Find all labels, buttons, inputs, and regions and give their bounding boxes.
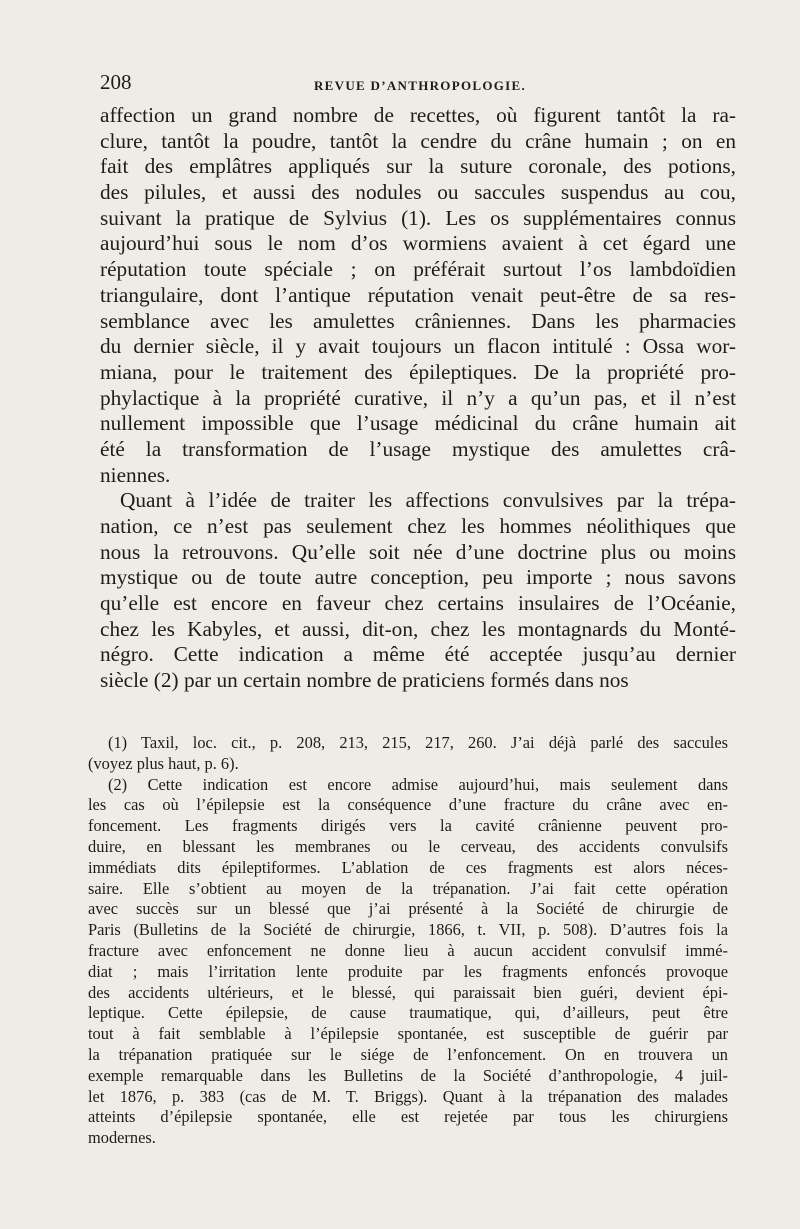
footnote-line: la trépanation pratiquée sur le siége de l’enfoncement. On en trouvera un: [88, 1044, 728, 1064]
footnote-line: foncement. Les fragments dirigés vers la cavité crânienne peuvent pro-: [88, 816, 728, 836]
body-line: phylactique à la propriété curative, il n’y a qu’un pas, et il n’est: [100, 385, 736, 410]
body-line: mystique ou de toute autre conception, peu importe ; nous savons: [100, 565, 736, 590]
footnote-line: Paris (Bulletins de la Société de chirurgie, 1866, t. VII, p. 508). D’autres fois la: [88, 920, 728, 940]
body-line: clure, tantôt la poudre, tantôt la cendre du crâne humain ; on en: [100, 128, 736, 153]
body-line: fait des emplâtres appliqués sur la suture coronale, des potions,: [100, 154, 736, 179]
body-text: [100, 103, 736, 694]
page-number: 208: [100, 70, 132, 94]
footnote-line: atteints d’épilepsie spontanée, elle est rejetée par tous les chirurgiens: [88, 1107, 728, 1127]
footnote-line: duire, en blessant les membranes ou le cerveau, des accidents convulsifs: [88, 836, 728, 856]
body-line: réputation toute spéciale ; on préférait surtout l’os lambdoïdien: [100, 257, 736, 282]
running-title: REVUE D’ANTHROPOLOGIE.: [313, 78, 527, 93]
footnote-line: leptique. Cette épilepsie, de cause traumatique, qui, d’ailleurs, peut être: [88, 1003, 728, 1023]
body-line: niennes.: [100, 462, 171, 487]
footnote-line: exemple remarquable dans les Bulletins de la Société d’anthropologie, 4 juil-: [88, 1065, 728, 1085]
body-line: miana, pour le traitement des épileptiques. De la propriété pro-: [100, 359, 736, 384]
footnote-line: (voyez plus haut, p. 6).: [88, 753, 239, 773]
footnote-line: modernes.: [88, 1128, 156, 1148]
footnote-line: des accidents ultérieurs, et le blessé, qui paraissait bien guéri, devient épi-: [88, 982, 728, 1002]
footnote-line: avec succès sur un blessé que j’ai présenté à la Société de chirurgie de: [88, 899, 728, 919]
body-line: chez les Kabyles, et aussi, dit-on, chez les montagnards du Monté-: [100, 616, 736, 641]
body-line: semblance avec les amulettes crâniennes. Dans les pharmacies: [100, 308, 736, 333]
running-header: [100, 70, 740, 98]
footnote-line: tout à fait semblable à l’épilepsie spontanée, est susceptible de guérir par: [88, 1024, 728, 1044]
footnote-line: immédiats dits épileptiformes. L’ablation de ces fragments est alors néces-: [88, 857, 728, 877]
body-line: des pilules, et aussi des nodules ou saccules suspendus au cou,: [100, 180, 736, 205]
body-line: qu’elle est encore en faveur chez certains insulaires de l’Océanie,: [100, 591, 736, 616]
body-line: nation, ce n’est pas seulement chez les hommes néolithiques que: [100, 514, 736, 538]
footnote-line: (2) Cette indication est encore admise aujourd’hui, mais seulement dans: [108, 774, 728, 794]
footnote-line: diat ; mais l’irritation lente produite par les fragments enfoncés provoque: [88, 961, 728, 981]
footnote-line: fracture avec enfoncement ne donne lieu à aucun accident convulsif immé-: [88, 940, 728, 960]
footnotes: [88, 733, 728, 1149]
body-line: Quant à l’idée de traiter les affections convulsives par la trépa-: [120, 488, 736, 513]
body-line: aujourd’hui sous le nom d’os wormiens avaient à cet égard une: [100, 231, 736, 256]
body-line: triangulaire, dont l’antique réputation venait peut-être de sa res-: [100, 282, 736, 307]
footnote-line: let 1876, p. 383 (cas de M. T. Briggs). Quant à la trépanation des malades: [88, 1086, 728, 1106]
body-line: affection un grand nombre de recettes, où figurent tantôt la ra-: [100, 103, 736, 127]
body-line: été la transformation de l’usage mystique des amulettes crâ-: [100, 436, 736, 461]
body-line: siècle (2) par un certain nombre de praticiens formés dans nos: [100, 668, 629, 693]
body-line: nous la retrouvons. Qu’elle soit née d’une doctrine plus ou moins: [100, 539, 736, 564]
footnote-line: saire. Elle s’obtient au moyen de la trépanation. J’ai fait cette opération: [88, 878, 728, 898]
body-line: nullement impossible que l’usage médicinal du crâne humain ait: [100, 411, 736, 436]
body-line: négro. Cette indication a même été acceptée jusqu’au dernier: [100, 642, 736, 667]
footnote-line: (1) Taxil, loc. cit., p. 208, 213, 215, 217, 260. J’ai déjà parlé des saccules: [108, 733, 728, 752]
footnote-line: les cas où l’épilepsie est la conséquence d’une fracture du crâne avec en-: [88, 795, 728, 815]
body-line: suivant la pratique de Sylvius (1). Les os supplémentaires connus: [100, 205, 736, 230]
body-line: du dernier siècle, il y avait toujours un flacon intitulé : Ossa wor-: [100, 334, 736, 359]
